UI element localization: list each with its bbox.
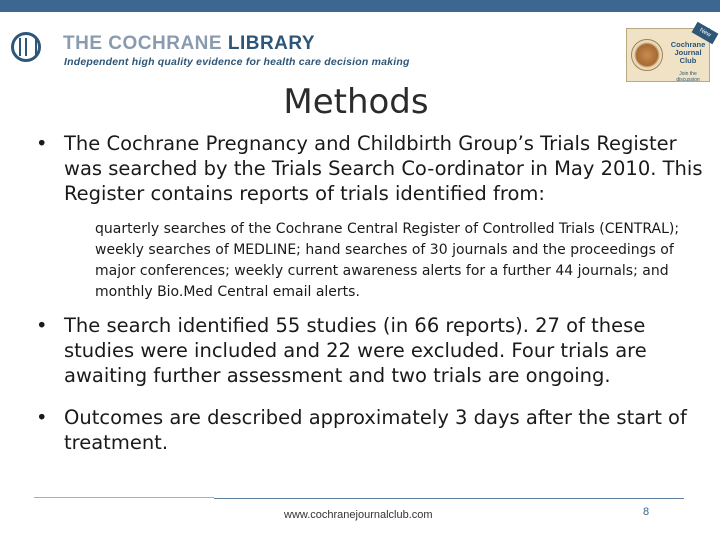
- top-bar: [0, 0, 720, 12]
- bullet-item: [36, 131, 703, 211]
- journal-club-badge: [626, 28, 710, 82]
- new-tag: New: [692, 22, 719, 44]
- badge-join: Join the discussion: [676, 71, 700, 83]
- bullet-text: The Cochrane Pregnancy and Childbirth Group’s Trials Register was searched by the Trials Search Co-ordinator in May 2010. This Register contains reports of trials identified from:: [64, 132, 703, 205]
- bullet-text: The search identified 55 studies (in 66 reports). 27 of these studies were included and 22 were excluded. Four trials are awaiting further assessment and two trials are ongoing.: [64, 314, 647, 387]
- bullet-icon: •: [36, 406, 48, 429]
- header: [0, 12, 720, 82]
- footer-divider: [34, 497, 214, 498]
- bullet-item: [36, 405, 696, 460]
- slide-title: Methods: [283, 82, 429, 122]
- footer-url[interactable]: www.cochranejournalclub.com: [284, 509, 433, 521]
- sub-bullet-text: quarterly searches of the Cochrane Central Register of Controlled Trials (CENTRAL); weekly searches of MEDLINE; hand searches of 30 journals and the proceedings of major conferences; weekly current awareness alerts for a further 44 journals; and monthly Bio.Med Central email alerts.: [95, 221, 680, 300]
- badge-line3: Club: [679, 56, 697, 65]
- coffee-cup-icon: [631, 39, 663, 71]
- footer-divider: [214, 498, 684, 499]
- badge-line2: Journal: [674, 48, 702, 57]
- bullet-icon: •: [36, 132, 48, 155]
- page-number: 8: [643, 506, 650, 518]
- logo-title-part1: THE COCHRANE: [63, 33, 228, 54]
- cochrane-logo-icon: [11, 32, 41, 62]
- logo-tagline: Independent high quality evidence for health care decision making: [64, 56, 410, 68]
- bullet-text: Outcomes are described approximately 3 days after the start of treatment.: [64, 406, 687, 454]
- bullet-icon: •: [36, 314, 48, 337]
- logo-title: [63, 33, 315, 55]
- badge-text: [667, 41, 709, 65]
- logo-title-part2: LIBRARY: [227, 33, 316, 54]
- bullet-item: [36, 313, 696, 393]
- badge-line1: Cochrane: [670, 40, 706, 49]
